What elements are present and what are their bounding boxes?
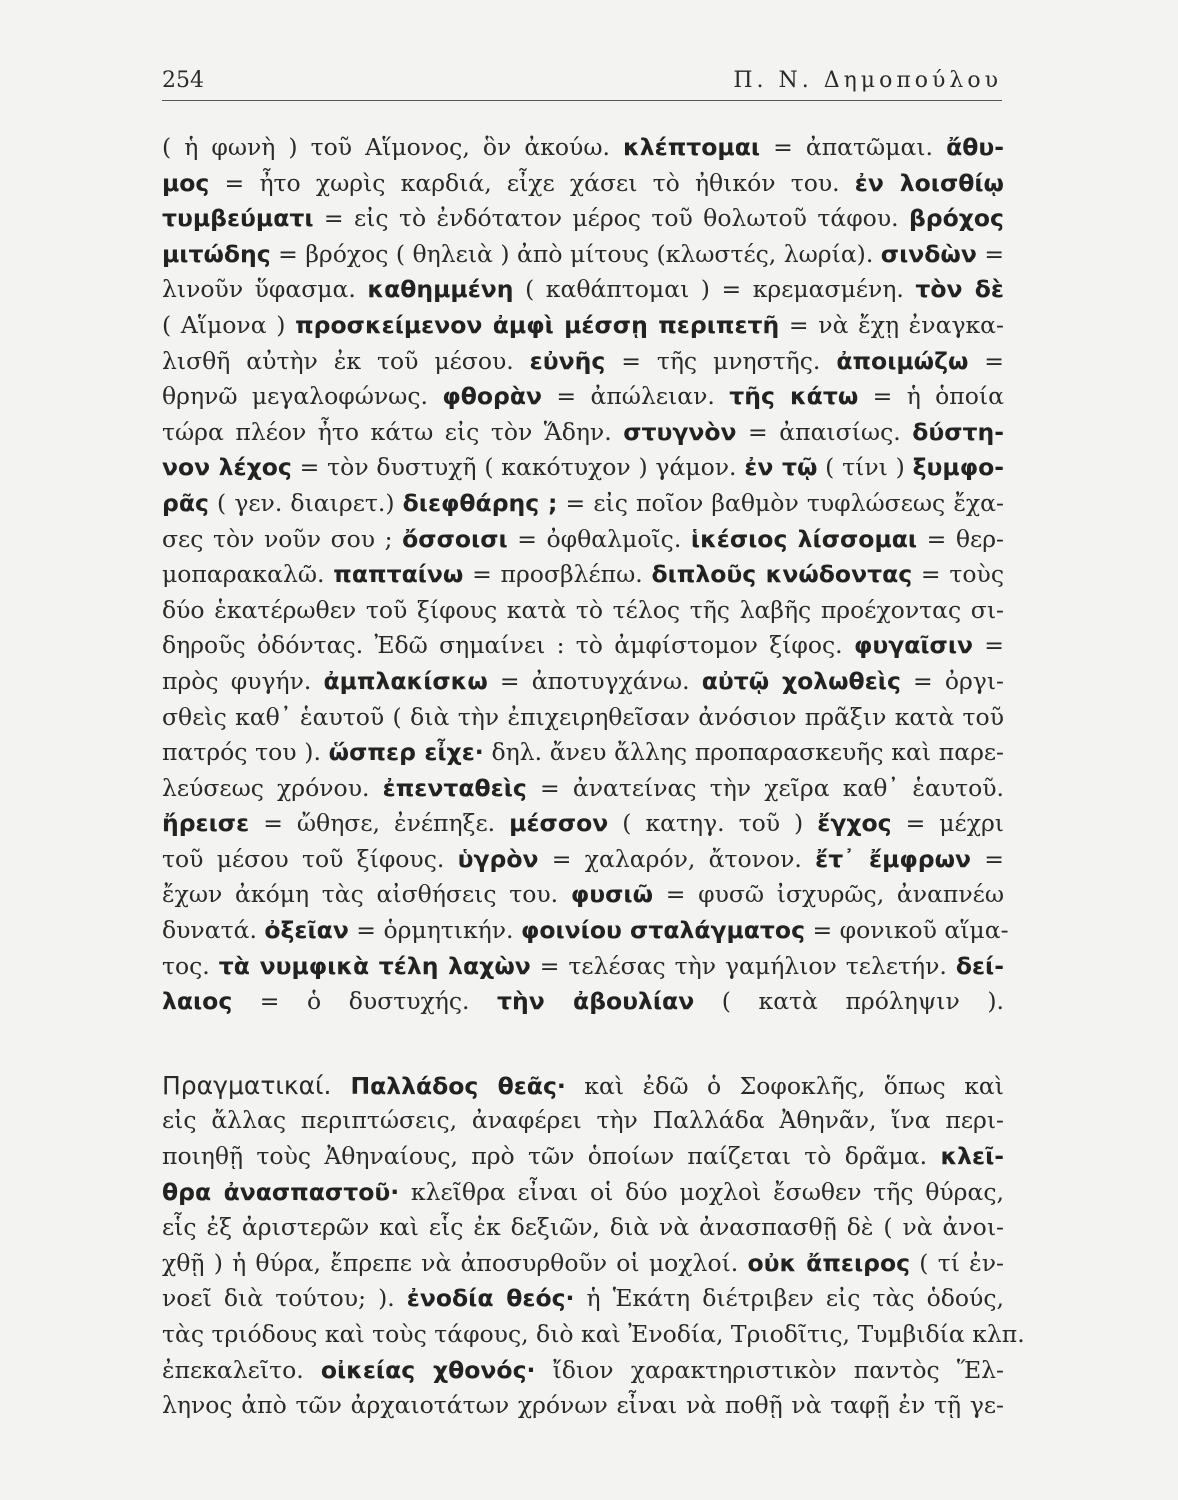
bold-term: ἀμπλακίσκω <box>323 666 488 695</box>
bold-term: διπλοῦς κνώδοντας <box>651 560 913 589</box>
text-segment: = βρόχος ( θηλειὰ ) ἀπὸ μίτους (κλωστές, λωρία). <box>270 239 881 268</box>
text-segment: πατρός του ). <box>162 738 329 767</box>
text-line <box>162 1388 1004 1424</box>
page-number: 254 <box>162 68 204 93</box>
section-heading: Πραγματικαί. <box>162 1070 351 1100</box>
bold-term: αὐτῷ χολωθεὶς <box>701 666 901 695</box>
text-line <box>162 237 1004 273</box>
text-segment: λινοῦν ὕφασμα. <box>162 275 368 304</box>
paragraph-commentary <box>162 130 1009 1020</box>
bold-term: προσκείμενον ἀμφὶ μέσσῃ περιπετῆ <box>295 310 780 339</box>
text-segment: ( κατὰ πρόληψιν ). <box>694 987 1004 1016</box>
bold-term: τὰ νυμφικὰ τέλη λαχὼν <box>218 951 531 980</box>
bold-term: ἐν λοισθίῳ <box>854 168 1004 197</box>
text-segment: τοῦ μέσου τοῦ ξίφους. <box>162 844 458 873</box>
text-segment: σες τὸν νοῦν σου ; <box>162 524 403 553</box>
text-segment: = προσβλέπω. <box>463 560 652 589</box>
paragraph-pragmatikai <box>162 1068 1025 1424</box>
text-segment: ( τί ἐν- <box>910 1248 1004 1277</box>
text-segment: = χαλαρόν, ἄτονον. <box>538 844 816 873</box>
text-segment: = τελέσας τὴν γαμήλιον τελετήν. <box>530 951 956 980</box>
text-segment: = μέχρι <box>891 809 1004 838</box>
text-line <box>162 1317 1025 1353</box>
bold-term: μιτώδης <box>162 239 271 268</box>
bold-term: ὀξεῖαν <box>264 916 349 945</box>
bold-term: κλέπτομαι <box>623 133 761 161</box>
bold-term: στυγνὸν <box>623 417 737 446</box>
text-segment: πρὸς φυγήν. <box>162 666 324 695</box>
bold-term: διεφθάρης ; <box>402 488 558 517</box>
text-segment: = ἀπώλειαν. <box>542 382 730 411</box>
bold-term: φοινίου σταλάγματος <box>520 916 806 945</box>
text-segment: ποιηθῇ τοὺς Ἀθηναίους, πρὸ τῶν ὁποίων παίζεται τὸ δρᾶμα. <box>162 1142 941 1171</box>
text-line <box>162 842 1004 878</box>
text-segment: θρηνῶ μεγαλοφώνως. <box>162 382 443 411</box>
text-segment: τὰς τριόδους καὶ τοὺς τάφους, διὸ καὶ Ἐνοδία, Τριοδῖτις, Τυμβιδία κλπ. <box>162 1320 1025 1348</box>
text-line <box>162 700 1004 736</box>
text-segment: = φονικοῦ αἵμα- <box>805 916 1009 945</box>
bold-term: ἱκέσιος λίσσομαι <box>690 524 918 553</box>
bold-term: ξυμφο- <box>912 453 1004 482</box>
text-segment: ἴδιον χαρακτηριστικὸν παντὸς Ἕλ- <box>535 1355 1004 1384</box>
text-line <box>162 1103 1004 1139</box>
bold-term: τυμβεύματι <box>162 204 314 233</box>
text-segment: = ἀποτυγχάνω. <box>487 666 702 695</box>
bold-term: παπταίνω <box>333 560 464 589</box>
body-text <box>162 130 1025 1424</box>
bold-term: ἐν τῷ <box>744 453 818 482</box>
bold-term: ἀποιμώζω <box>836 346 969 375</box>
text-segment: κλεῖθρα εἶναι οἱ δύο μοχλοὶ ἔσωθεν τῆς θύρας, <box>399 1177 1004 1206</box>
text-line <box>162 806 1004 842</box>
text-segment: = ἀπαισίως. <box>736 417 913 446</box>
text-segment: χθῇ ) ἡ θύρα, ἔπρεπε νὰ ἀποσυρθοῦν οἱ μοχλοί. <box>162 1248 748 1277</box>
text-segment: δηροῦς ὀδόντας. Ἐδῶ σημαίνει : τὸ ἀμφίστομον ξίφος. <box>162 631 854 660</box>
text-line <box>162 664 1004 700</box>
text-segment: = ὀφθαλμοῖς. <box>507 524 691 553</box>
text-line <box>162 771 1004 807</box>
text-line <box>162 877 1004 913</box>
bold-term: ἄθυ- <box>946 133 1004 161</box>
text-segment: ( ἡ φωνὴ ) τοῦ Αἵμονος, ὃν ἀκούω. <box>162 133 624 161</box>
bold-term: μέσσον <box>509 809 609 838</box>
text-line <box>162 1068 1004 1104</box>
text-line <box>162 379 1004 415</box>
text-line <box>162 344 1004 380</box>
bold-term: μος <box>162 168 210 197</box>
text-line <box>162 166 1004 202</box>
bold-term: κλεῖ- <box>940 1142 1004 1171</box>
text-segment: δηλ. ἄνευ ἄλλης προπαρασκευῆς καὶ παρε- <box>483 738 1004 767</box>
text-segment: = ἡ ὁποία <box>858 382 1004 411</box>
paragraph-spacer <box>162 1020 1004 1068</box>
text-line <box>162 949 1004 985</box>
text-segment: καὶ ἐδῶ ὁ Σοφοκλῆς, ὅπως καὶ <box>565 1071 1004 1100</box>
bold-term: ὄσσοισι <box>402 524 508 553</box>
text-segment: ( καθάπτομαι ) = κρεμασμένη. <box>513 275 916 304</box>
text-segment: = ἦτο χωρὶς καρδιά, εἶχε χάσει τὸ ἠθικόν του. <box>209 168 855 197</box>
bold-term: εὐνῆς <box>529 346 606 375</box>
text-segment: τώρα πλέον ἦτο κάτω εἰς τὸν Ἅδην. <box>162 417 624 446</box>
text-line <box>162 415 1004 451</box>
text-segment: = ὀργι- <box>900 666 1004 695</box>
text-segment: = ἀνατείνας τὴν χεῖρα καθ᾿ ἑαυτοῦ. <box>526 773 1004 802</box>
text-segment: ληνος ἀπὸ τῶν ἀρχαιοτάτων χρόνων εἶναι νὰ ποθῇ νὰ ταφῇ ἐν τῇ γε- <box>162 1391 1004 1420</box>
text-line <box>162 486 1004 522</box>
bold-term: ἐνοδία θεός· <box>406 1284 575 1313</box>
text-segment: = ὤθησε, ἐνέπηξε. <box>249 809 510 838</box>
text-segment: = ἀπατῶμαι. <box>760 133 947 161</box>
text-line <box>162 557 1004 593</box>
text-segment: = τοὺς <box>912 560 1004 589</box>
text-line <box>162 201 1004 237</box>
text-segment: = <box>973 631 1004 660</box>
bold-term: ὥσπερ εἶχε· <box>328 738 484 767</box>
text-segment: λεύσεως χρόνου. <box>162 773 383 802</box>
bold-term: φθορὰν <box>442 382 543 411</box>
bold-term: νον λέχος <box>162 453 292 482</box>
text-segment: = ὁ δυστυχής. <box>232 987 498 1016</box>
text-segment: ( κατηγ. τοῦ ) <box>608 809 818 838</box>
text-segment: εἷς ἐξ ἀριστερῶν καὶ εἷς ἐκ δεξιῶν, διὰ νὰ ἀνασπασθῇ δὲ ( νὰ ἀνοι- <box>162 1213 1004 1242</box>
text-line <box>162 735 1004 771</box>
text-segment: νοεῖ διὰ τούτου; ). <box>162 1284 407 1313</box>
bold-term: σινδὼν <box>880 239 977 268</box>
text-line <box>162 1281 1004 1317</box>
text-segment: = τὸν δυστυχῆ ( κακότυχον ) γάμον. <box>291 453 745 482</box>
text-line <box>162 913 1009 949</box>
text-segment: = <box>968 346 1004 375</box>
text-segment: μοπαρακαλῶ. <box>162 560 334 589</box>
text-segment: = φυσῶ ἰσχυρῶς, ἀναπνέω <box>653 880 1005 909</box>
bold-term: ἐπενταθεὶς <box>382 773 527 802</box>
text-line <box>162 628 1004 664</box>
bold-term: ρᾶς <box>162 488 209 517</box>
text-segment: ἐπεκαλεῖτο. <box>162 1355 321 1384</box>
text-segment: τος. <box>162 951 219 980</box>
text-segment: ( Αἵμονα ) <box>162 310 296 339</box>
bold-term: θρα ἀνασπαστοῦ· <box>162 1177 400 1206</box>
text-line <box>162 450 1004 486</box>
text-segment: δυνατά. <box>162 916 265 945</box>
bold-term: ὑγρὸν <box>457 844 539 873</box>
text-line <box>162 1139 1004 1175</box>
bold-term: τὸν δὲ <box>915 275 1004 304</box>
bold-term: τῆς κάτω <box>729 382 859 411</box>
text-segment: = <box>976 239 1005 268</box>
text-line <box>162 522 1004 558</box>
bold-term: λαιος <box>162 987 233 1016</box>
text-line <box>162 984 1004 1020</box>
bold-term: δεί- <box>955 951 1004 980</box>
text-segment: = εἰς ποῖον βαθμὸν τυφλώσεως ἔχα- <box>557 488 1004 517</box>
text-line <box>162 1246 1004 1282</box>
running-head: Π. Ν. Δημοπούλου <box>733 68 1002 93</box>
text-segment: ἔχων ἀκόμη τὰς αἰσθήσεις του. <box>162 880 571 909</box>
text-line <box>162 272 1004 308</box>
bold-term: βρόχος <box>908 204 1004 233</box>
text-line <box>162 1353 1004 1389</box>
bold-term: οἰκείας χθονός· <box>320 1355 536 1384</box>
text-line <box>162 1175 1004 1211</box>
text-segment: σθεὶς καθ᾿ ἑαυτοῦ ( διὰ τὴν ἐπιχειρηθεῖσαν ἀνόσιον πρᾶξιν κατὰ τοῦ <box>162 702 1004 731</box>
bold-term: Παλλάδος θεᾶς· <box>350 1071 566 1100</box>
text-segment: ( γεν. διαιρετ.) <box>208 488 403 517</box>
text-segment: λισθῆ αὐτὴν ἐκ τοῦ μέσου. <box>162 346 530 375</box>
text-segment: = ὁρμητικήν. <box>348 916 521 945</box>
bold-term: οὐκ ἄπειρος <box>747 1248 911 1277</box>
text-segment: εἰς ἄλλας περιπτώσεις, ἀναφέρει τὴν Παλλάδα Ἀθηνᾶν, ἵνα περι- <box>162 1106 1004 1135</box>
text-line <box>162 308 1004 344</box>
text-segment: = θερ- <box>917 524 1004 553</box>
bold-term: φυγαῖσιν <box>853 631 973 660</box>
text-segment: = νὰ ἔχῃ ἐναγκα- <box>779 310 1004 339</box>
text-line <box>162 1210 1004 1246</box>
page-header <box>162 66 1002 101</box>
text-segment: ἡ Ἑκάτη διέτριβεν εἰς τὰς ὁδούς, <box>574 1284 1004 1313</box>
text-segment: ( τίνι ) <box>817 453 913 482</box>
bold-term: τὴν ἀβουλίαν <box>497 987 695 1016</box>
bold-term: ἔγχος <box>817 809 892 838</box>
text-segment: = <box>971 844 1004 873</box>
bold-term: φυσιῶ <box>570 880 653 909</box>
bold-term: ἤρεισε <box>162 809 250 838</box>
bold-term: καθημμένη <box>367 275 514 304</box>
text-segment: = τῆς μνηστῆς. <box>605 346 837 375</box>
text-line <box>162 593 1004 629</box>
text-segment: = εἰς τὸ ἐνδότατον μέρος τοῦ θολωτοῦ τάφου. <box>313 204 909 233</box>
bold-term: ἔτ᾿ ἔμφρων <box>815 844 971 873</box>
text-segment: δύο ἑκατέρωθεν τοῦ ξίφους κατὰ τὸ τέλος τῆς λαβῆς προέχοντας σι- <box>162 595 1004 624</box>
text-line <box>162 130 1004 166</box>
bold-term: δύστη- <box>912 417 1004 446</box>
